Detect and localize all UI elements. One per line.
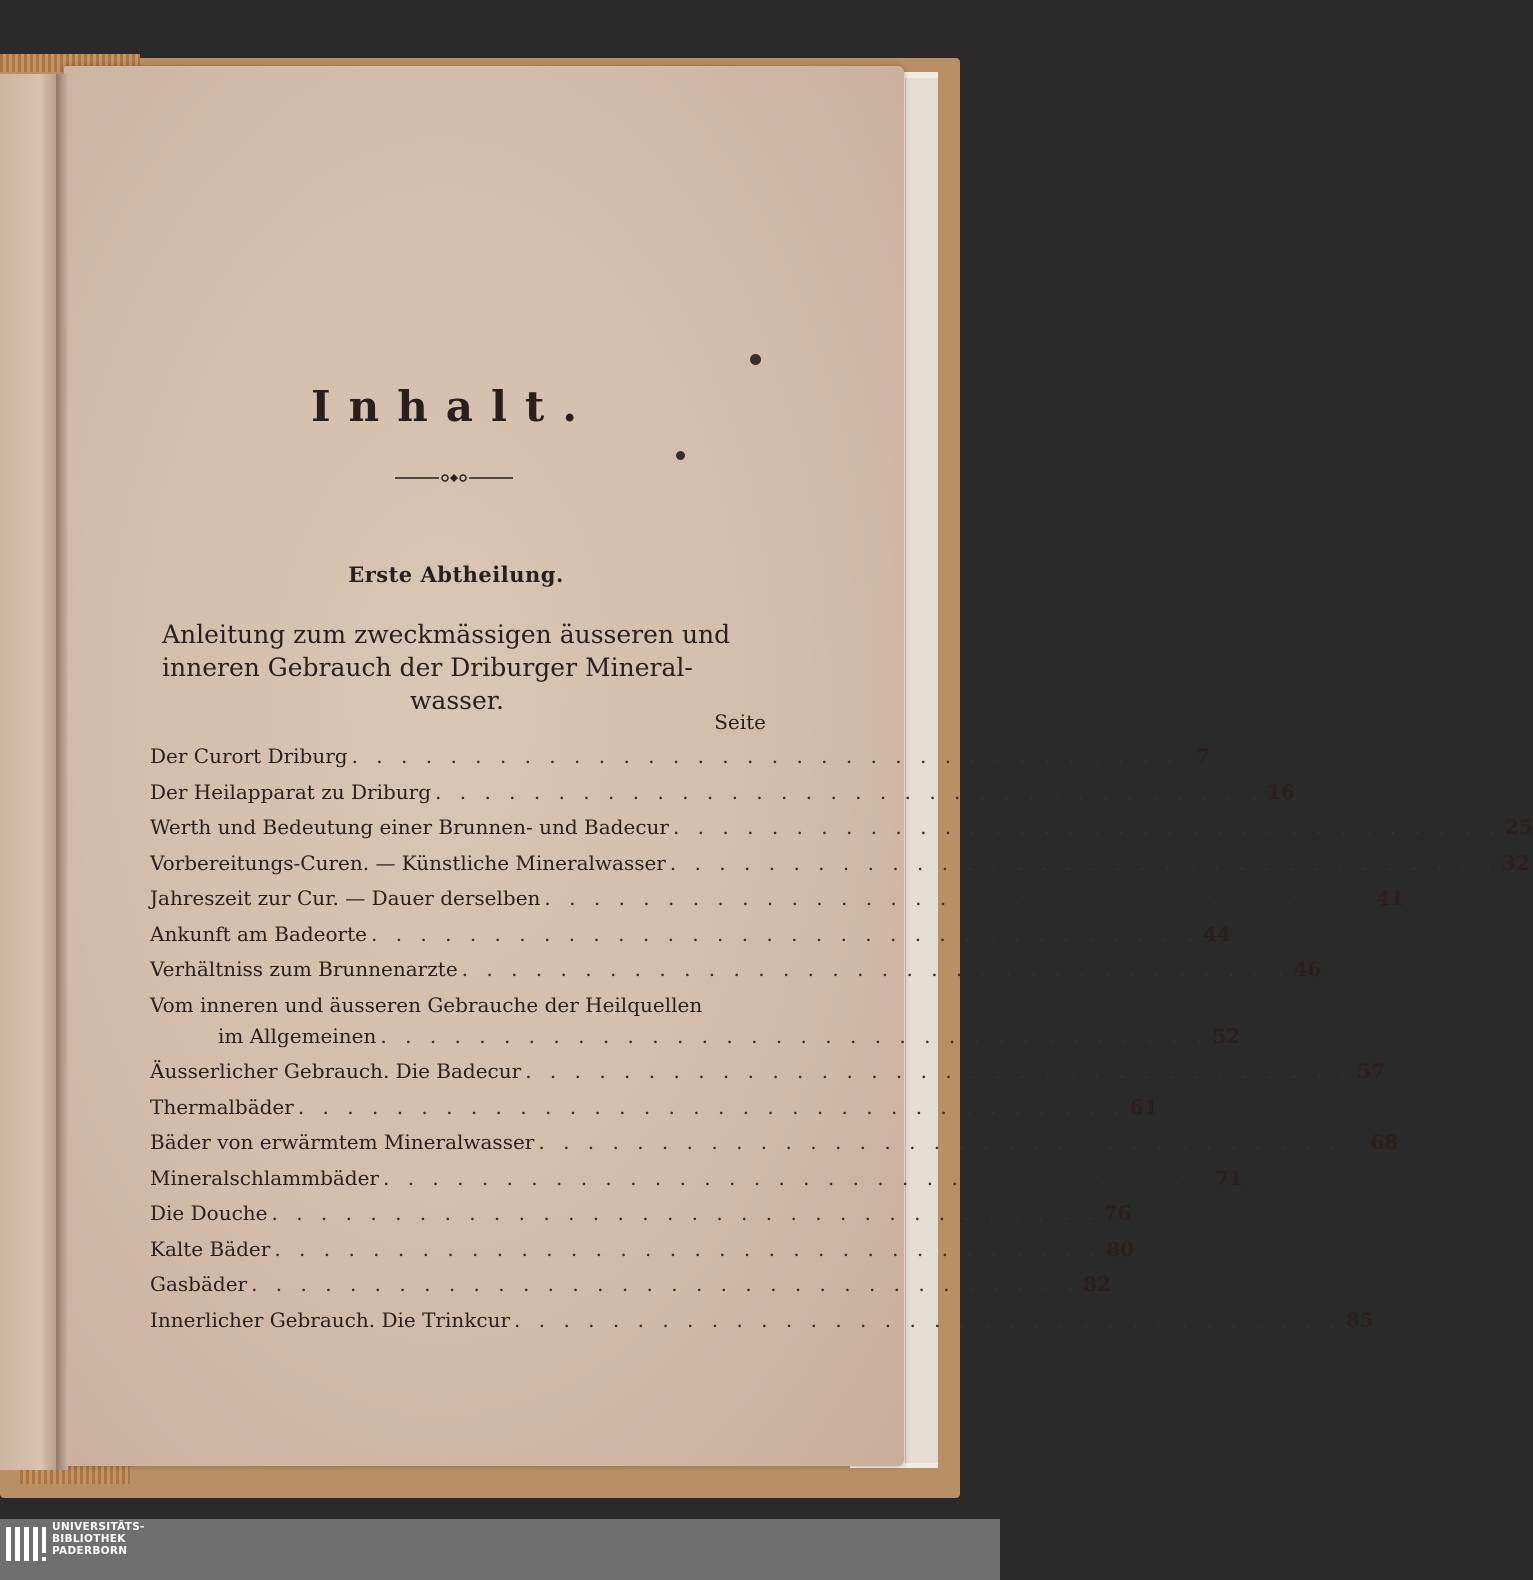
toc-entry-label: Ankunft am Badeorte bbox=[150, 921, 367, 946]
toc-entry-page: 46 bbox=[1293, 957, 1322, 981]
toc-entry bbox=[150, 815, 1533, 851]
page-gutter bbox=[56, 74, 68, 1470]
leader-dots: . . . . . . . . . . . . . . . . . . . . . . . . . . . . . . . . . . bbox=[351, 744, 1180, 768]
toc-entry bbox=[150, 921, 1231, 958]
toc-entry bbox=[150, 1130, 1399, 1166]
leader-dots: . . . . . . . . . . . . . . . . . . . . . . . . . . . . . . . . . . bbox=[271, 1201, 1100, 1225]
leader-dots: . . . . . . . . . . . . . . . . . . . . . . . . . . . . . . . . . . bbox=[525, 1059, 1354, 1083]
library-logo-text[interactable] bbox=[52, 1521, 172, 1557]
leader-dots: . . . . . . . . . . . . . . . . . . . . . . . . . . . . . . . . . . bbox=[544, 886, 1373, 910]
toc-entry-page: 76 bbox=[1103, 1201, 1132, 1225]
toc-entry bbox=[150, 1059, 1385, 1095]
leader-dots: . . . . . . . . . . . . . . . . . . . . . . . . . . . . . . . . . . bbox=[380, 1023, 1209, 1048]
leader-dots: . . . . . . . . . . . . . . . . . . . . . . . . . . . . . . . . . . bbox=[370, 921, 1199, 946]
table-of-contents bbox=[150, 744, 1533, 1343]
toc-entry bbox=[150, 993, 770, 1024]
toc-entry-page: 71 bbox=[1214, 1165, 1243, 1190]
toc-entry-page: 57 bbox=[1357, 1059, 1385, 1083]
toc-entry bbox=[150, 1236, 1135, 1273]
toc-entry-label: Der Heilapparat zu Driburg bbox=[150, 779, 432, 804]
leader-dots: . . . . . . . . . . . . . . . . . . . . . . . . . . . . . . . . . . bbox=[435, 779, 1263, 804]
toc-entry-page: 80 bbox=[1106, 1236, 1135, 1261]
toc-entry bbox=[150, 1272, 1111, 1308]
page-column-label: Seite bbox=[714, 710, 766, 734]
logo-line: UNIVERSITÄTS- bbox=[52, 1521, 145, 1533]
leader-dots: . . . . . . . . . . . . . . . . . . . . . . . . . . . . . . . . . . bbox=[672, 815, 1501, 839]
toc-entry-page: 7 bbox=[1195, 744, 1210, 768]
toc-entry bbox=[150, 1307, 1374, 1344]
divider-ornament-icon bbox=[395, 470, 513, 486]
subtitle-line: wasser. bbox=[410, 686, 504, 715]
section-heading: Erste Abtheilung. bbox=[348, 562, 564, 587]
toc-entry-label: Vom inneren und äusseren Gebrauche der Heilquellen bbox=[150, 992, 703, 1017]
toc-entry-label: Verhältniss zum Brunnenarzte bbox=[150, 957, 458, 981]
leader-dots: . . . . . . . . . . . . . . . . . . . . . . . . . . . . . . . . . . bbox=[383, 1165, 1211, 1190]
toc-entry-page: 16 bbox=[1266, 779, 1295, 804]
paper-spot bbox=[750, 354, 761, 365]
library-columns-icon bbox=[4, 1523, 48, 1567]
toc-entry bbox=[150, 1201, 1132, 1237]
toc-entry bbox=[150, 957, 1322, 993]
toc-entry bbox=[150, 1094, 1158, 1131]
toc-entry-label: im Allgemeinen bbox=[218, 1023, 377, 1048]
toc-entry-page: 41 bbox=[1376, 886, 1405, 910]
toc-entry-label: Thermalbäder bbox=[150, 1094, 294, 1119]
subtitle-line: Anleitung zum zweckmässigen äusseren und bbox=[162, 620, 731, 649]
toc-entry-label: Gasbäder bbox=[150, 1272, 248, 1296]
toc-entry-label: Jahreszeit zur Cur. — Dauer derselben bbox=[150, 886, 541, 910]
toc-entry-label: Äusserlicher Gebrauch. Die Badecur bbox=[150, 1059, 522, 1083]
toc-entry bbox=[150, 779, 1295, 816]
subtitle-line: inneren Gebrauch der Driburger Mineral- bbox=[162, 653, 693, 682]
leader-dots: . . . . . . . . . . . . . . . . . . . . . . . . . . . . . . . . . . bbox=[274, 1236, 1103, 1261]
toc-entry-label: Werth und Bedeutung einer Brunnen- und Badecur bbox=[150, 815, 669, 839]
toc-entry bbox=[150, 744, 1210, 780]
page-title: Inhalt. bbox=[311, 382, 595, 431]
paper-spot bbox=[676, 451, 685, 460]
toc-entry-page: 61 bbox=[1129, 1094, 1158, 1119]
logo-line: PADERBORN bbox=[52, 1545, 128, 1557]
leader-dots: . . . . . . . . . . . . . . . . . . . . . . . . . . . . . . . . . . bbox=[251, 1272, 1080, 1296]
toc-entry-page: 32 bbox=[1501, 850, 1530, 875]
toc-entry-label: Kalte Bäder bbox=[150, 1236, 271, 1261]
leader-dots: . . . . . . . . . . . . . . . . . . . . . . . . . . . . . . . . . . bbox=[669, 850, 1498, 875]
toc-entry bbox=[150, 886, 1405, 922]
toc-entry bbox=[150, 1165, 1243, 1202]
leader-dots: . . . . . . . . . . . . . . . . . . . . . . . . . . . . . . . . . . bbox=[514, 1307, 1342, 1332]
toc-entry-page: 52 bbox=[1212, 1023, 1241, 1048]
toc-entry-label: Bäder von erwärmtem Mineralwasser bbox=[150, 1130, 535, 1154]
logo-line: BIBLIOTHEK bbox=[52, 1533, 126, 1545]
toc-entry-page: 68 bbox=[1370, 1130, 1399, 1154]
toc-entry-label: Der Curort Driburg bbox=[150, 744, 348, 768]
section-subtitle bbox=[162, 618, 752, 717]
toc-entry-page: 82 bbox=[1083, 1272, 1111, 1296]
toc-entry-page: 44 bbox=[1202, 921, 1231, 946]
toc-entry bbox=[150, 850, 1530, 887]
toc-entry-label: Mineralschlammbäder bbox=[150, 1165, 379, 1190]
toc-entry-page: 85 bbox=[1345, 1307, 1374, 1332]
leader-dots: . . . . . . . . . . . . . . . . . . . . . . . . . . . . . . . . . . bbox=[297, 1094, 1126, 1119]
toc-entry-page: 25 bbox=[1504, 815, 1533, 839]
leader-dots: . . . . . . . . . . . . . . . . . . . . . . . . . . . . . . . . . . bbox=[461, 957, 1290, 981]
leader-dots: . . . . . . . . . . . . . . . . . . . . . . . . . . . . . . . . . . bbox=[538, 1130, 1367, 1154]
toc-entry-label: Vorbereitungs-Curen. — Künstliche Mineralwasser bbox=[150, 850, 666, 875]
toc-entry-label: Die Douche bbox=[150, 1201, 268, 1225]
toc-entry-label: Innerlicher Gebrauch. Die Trinkcur bbox=[150, 1307, 511, 1332]
left-page-strip bbox=[0, 74, 58, 1470]
toc-entry-continuation bbox=[150, 1023, 1241, 1060]
